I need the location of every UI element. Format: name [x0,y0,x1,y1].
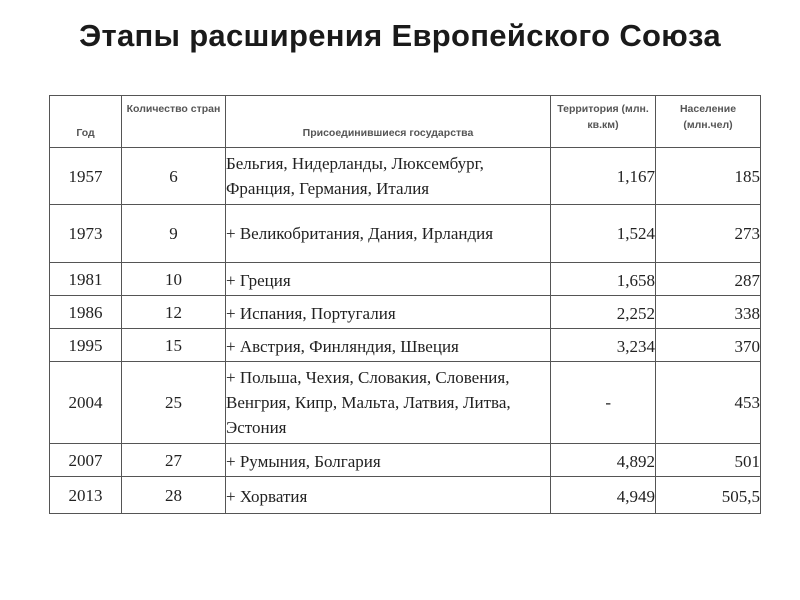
cell-joined-states: Бельгия, Нидерланды, Люксембург, Франция, Германия, Италия [226,148,551,205]
cell-population: 287 [656,263,761,296]
cell-joined-states: + Хорватия [226,477,551,514]
cell-country-count: 12 [122,296,226,329]
cell-population: 370 [656,329,761,362]
header-population: Население (млн.чел) [656,96,761,148]
header-territory: Территория (млн. кв.км) [551,96,656,148]
cell-territory: 1,524 [551,205,656,263]
cell-population: 338 [656,296,761,329]
cell-territory: 2,252 [551,296,656,329]
header-country-count: Количество стран [122,96,226,148]
header-joined-states: Присоединившиеся государства [226,96,551,148]
cell-year: 1995 [50,329,122,362]
table-header-row [50,96,761,148]
cell-population: 185 [656,148,761,205]
cell-territory: 3,234 [551,329,656,362]
cell-year: 1986 [50,296,122,329]
cell-territory: 1,167 [551,148,656,205]
cell-joined-states: + Австрия, Финляндия, Швеция [226,329,551,362]
cell-joined-states: + Испания, Португалия [226,296,551,329]
cell-territory: 4,949 [551,477,656,514]
cell-country-count: 9 [122,205,226,263]
cell-joined-states: + Польша, Чехия, Словакия, Словения, Венгрия, Кипр, Мальта, Латвия, Литва, Эстония [226,362,551,444]
cell-territory: 1,658 [551,263,656,296]
cell-year: 2007 [50,444,122,477]
cell-country-count: 28 [122,477,226,514]
cell-year: 2004 [50,362,122,444]
table-row [50,477,761,514]
cell-joined-states: + Греция [226,263,551,296]
page-title: Этапы расширения Европейского Союза [79,18,721,53]
cell-year: 2013 [50,477,122,514]
cell-country-count: 27 [122,444,226,477]
table-row [50,205,761,263]
cell-territory: 4,892 [551,444,656,477]
table-row [50,148,761,205]
eu-enlargement-table [49,95,761,514]
cell-joined-states: + Великобритания, Дания, Ирландия [226,205,551,263]
cell-country-count: 6 [122,148,226,205]
table-row [50,263,761,296]
cell-year: 1973 [50,205,122,263]
cell-country-count: 10 [122,263,226,296]
table-row [50,329,761,362]
table-row [50,296,761,329]
cell-population: 505,5 [656,477,761,514]
cell-population: 273 [656,205,761,263]
cell-country-count: 25 [122,362,226,444]
cell-territory: - [551,362,656,444]
cell-population: 501 [656,444,761,477]
table-row [50,362,761,444]
cell-population: 453 [656,362,761,444]
cell-year: 1981 [50,263,122,296]
cell-country-count: 15 [122,329,226,362]
cell-joined-states: + Румыния, Болгария [226,444,551,477]
cell-year: 1957 [50,148,122,205]
table-row [50,444,761,477]
header-year: Год [50,96,122,148]
